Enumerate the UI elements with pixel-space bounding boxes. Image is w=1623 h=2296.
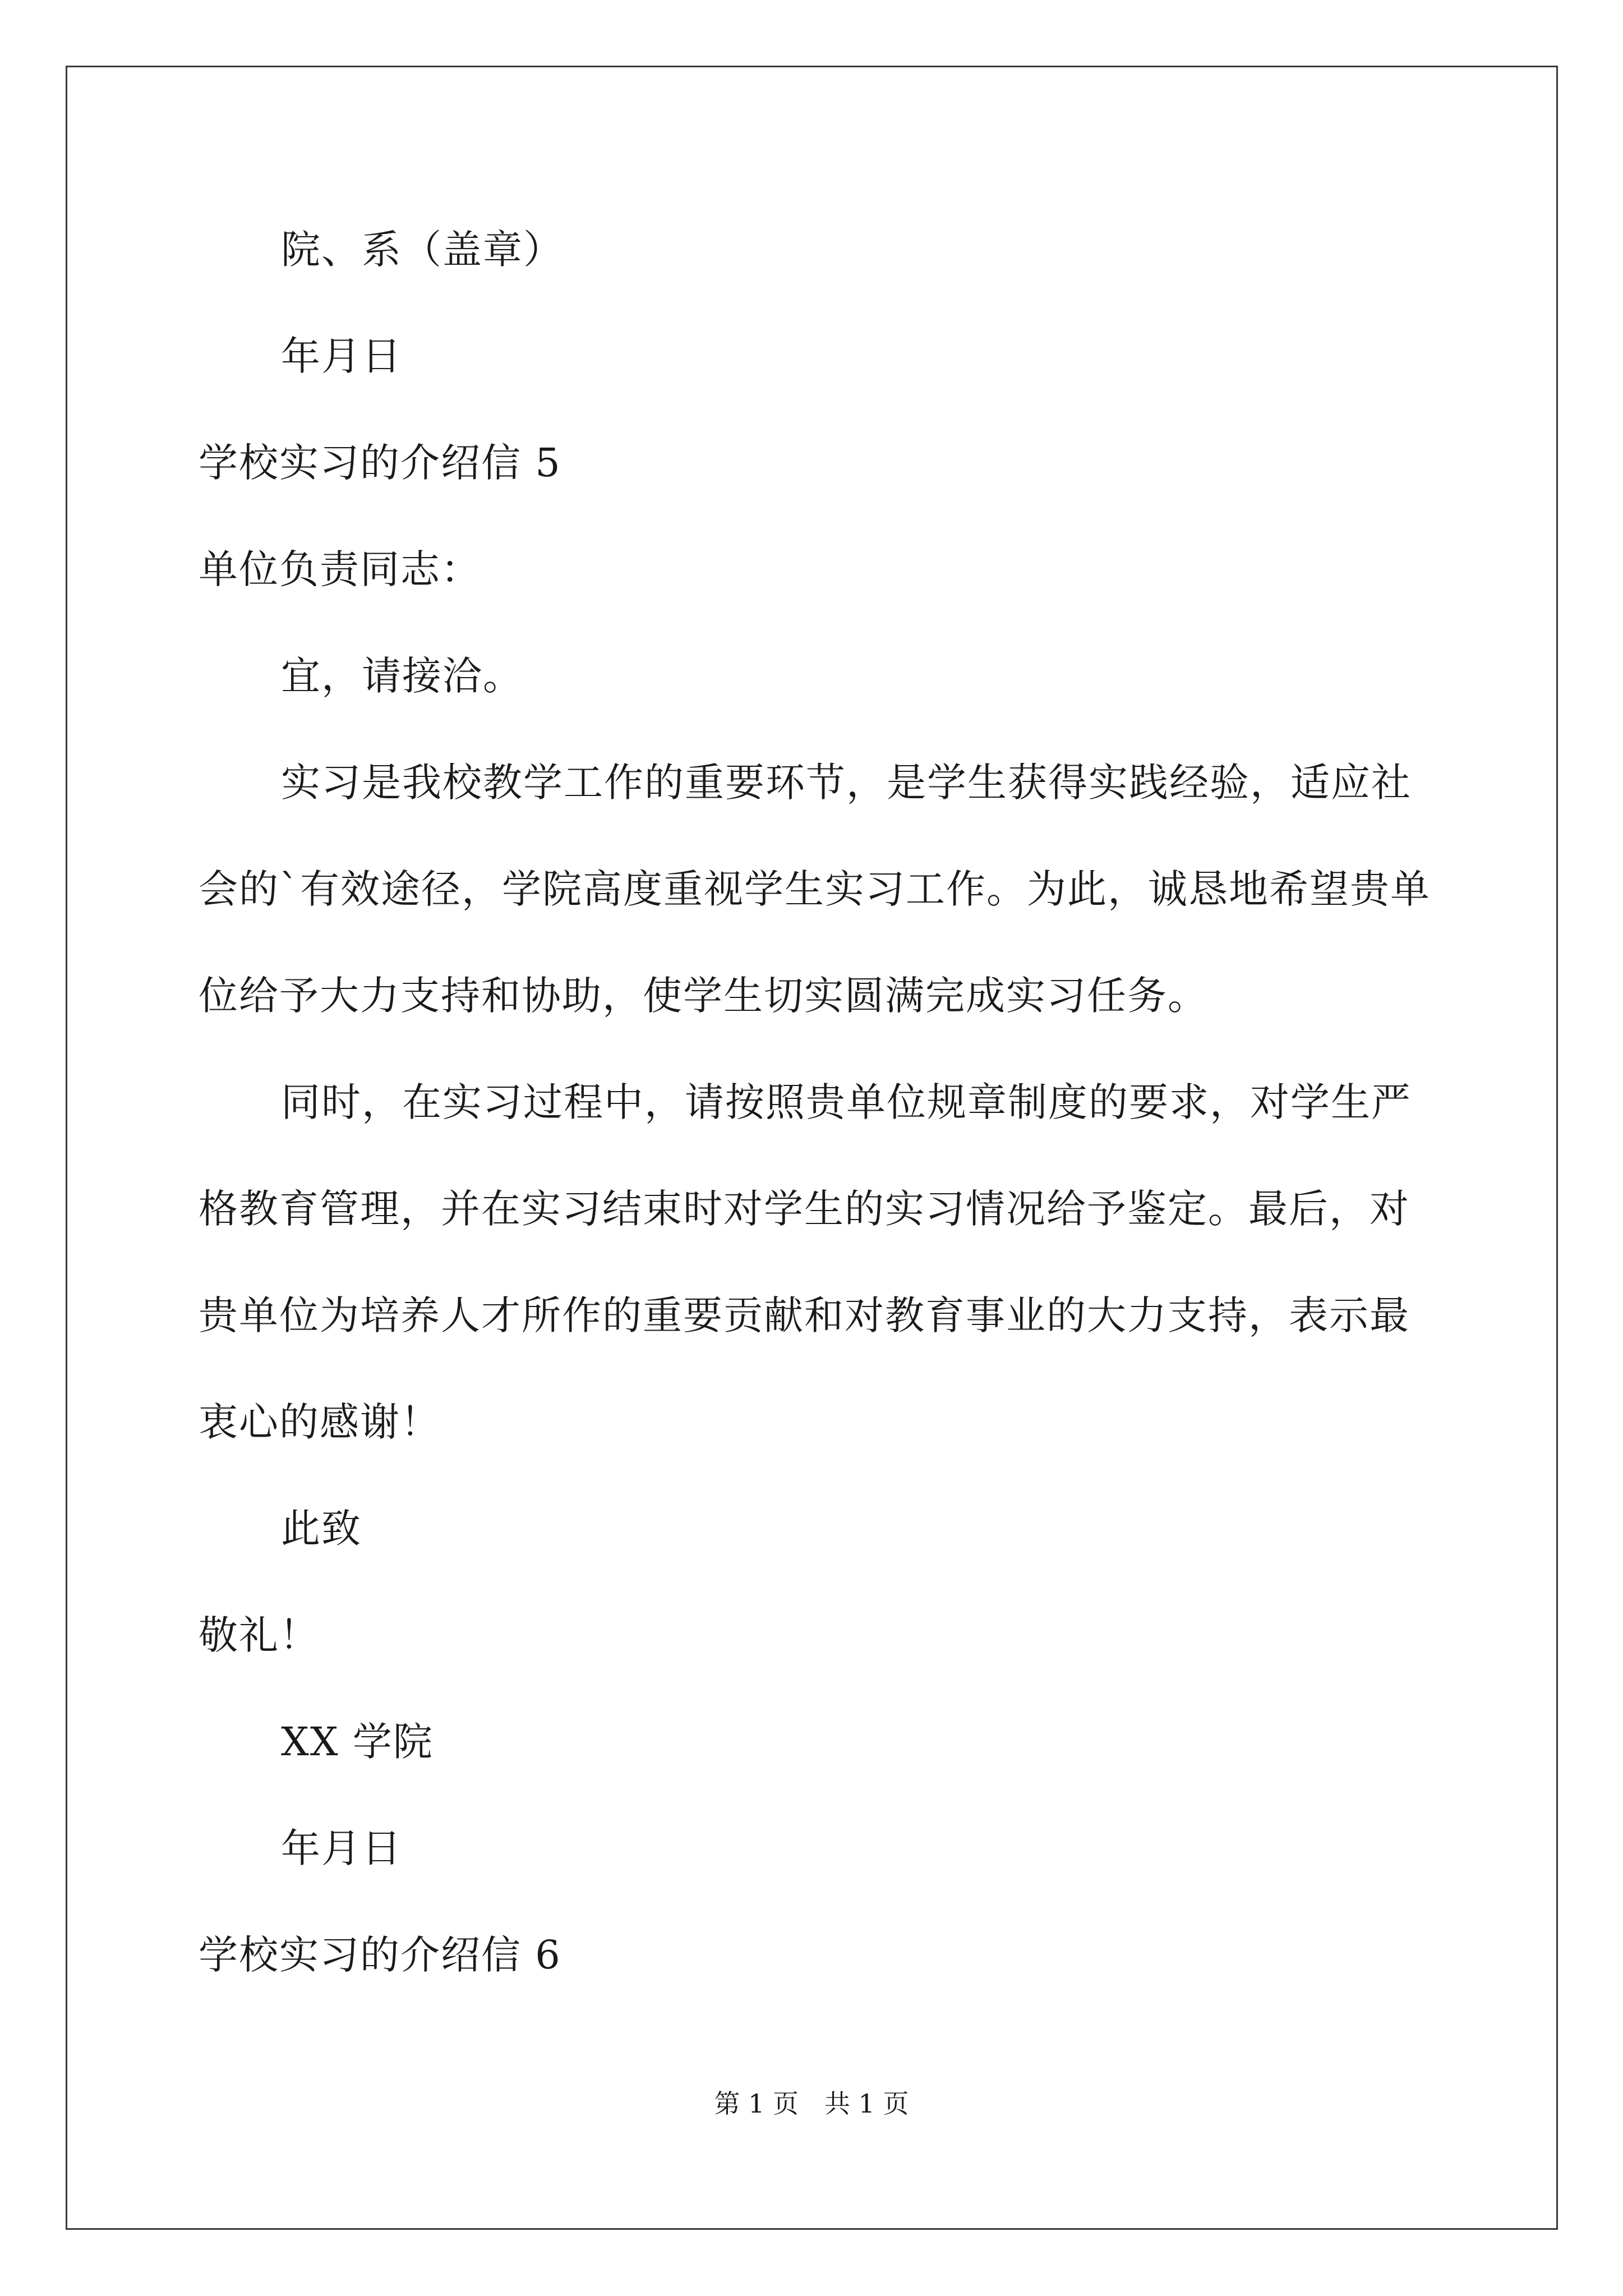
body-paragraph-2-line-2: 会的`有效途径，学院高度重视学生实习工作。为此，诚恳地希望贵单 <box>199 866 1431 912</box>
body-paragraph-3-line-1: 同时，在实习过程中，请按照贵单位规章制度的要求，对学生严 <box>281 1079 1412 1125</box>
section-heading-6: 学校实习的介绍信 6 <box>199 1932 561 1978</box>
signature-date: 年月日 <box>281 1825 402 1871</box>
body-paragraph-3-line-3: 贵单位为培养人才所作的重要贡献和对教育事业的大力支持，表示最 <box>199 1292 1410 1338</box>
closing-line-1: 此致 <box>281 1506 362 1552</box>
date-line: 年月日 <box>281 333 402 379</box>
section-heading-5: 学校实习的介绍信 5 <box>199 440 561 486</box>
body-paragraph-1: 宜，请接洽。 <box>281 653 523 699</box>
body-paragraph-2-line-3: 位给予大力支持和协助，使学生切实圆满完成实习任务。 <box>199 973 1208 1019</box>
page-footer: 第 1 页 共 1 页 <box>714 2088 909 2119</box>
body-paragraph-3-line-4: 衷心的感谢！ <box>199 1399 441 1445</box>
closing-line-2: 敬礼！ <box>199 1612 320 1658</box>
page-frame <box>66 66 1558 2230</box>
signature-institution: XX 学院 <box>281 1719 434 1765</box>
body-paragraph-2-line-1: 实习是我校教学工作的重要环节，是学生获得实践经验，适应社 <box>281 760 1412 806</box>
body-paragraph-3-line-2: 格教育管理，并在实习结束时对学生的实习情况给予鉴定。最后，对 <box>199 1186 1410 1232</box>
seal-line: 院、系（盖章） <box>281 227 564 273</box>
salutation: 单位负责同志： <box>199 546 481 592</box>
